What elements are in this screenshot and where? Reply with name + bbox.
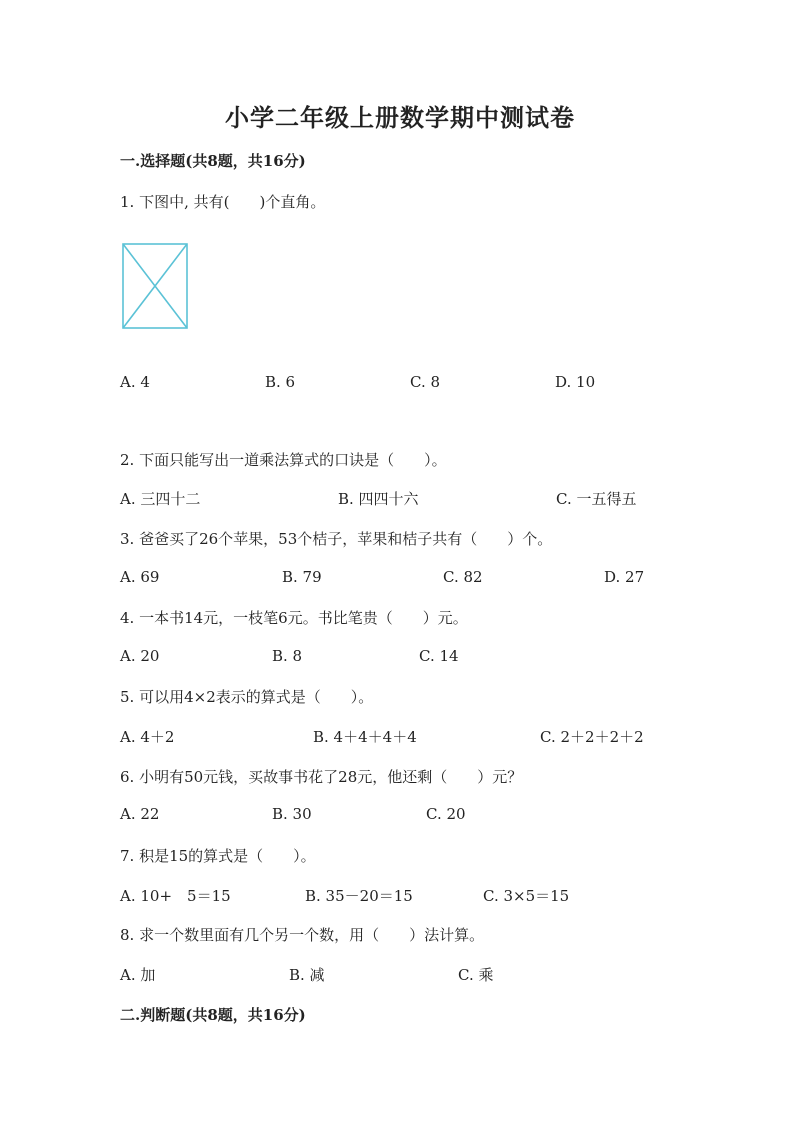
q1-option-b[interactable]: B. 6 <box>265 373 296 391</box>
q6-option-a[interactable]: A. 22 <box>120 805 160 823</box>
q8-option-b[interactable]: B. 减 <box>289 966 325 984</box>
q7-option-a[interactable]: A. 10+ 5＝15 <box>120 887 231 905</box>
q1-option-a[interactable]: A. 4 <box>120 373 150 391</box>
q7-option-c[interactable]: C. 3×5＝15 <box>483 887 570 905</box>
page-title: 小学二年级上册数学期中测试卷 <box>225 103 575 132</box>
section-title-judgment: 二.判断题(共8题，共16分) <box>120 1006 306 1024</box>
q4-option-c[interactable]: C. 14 <box>419 647 459 665</box>
question-2: 2. 下面只能写出一道乘法算式的口诀是（ ）。 <box>120 451 447 469</box>
question-5: 5. 可以用4×2表示的算式是（ ）。 <box>120 688 374 706</box>
question-6: 6. 小明有50元钱，买故事书花了28元，他还剩（ ）元？ <box>120 768 523 786</box>
q5-option-b[interactable]: B. 4＋4＋4＋4 <box>313 728 417 746</box>
q2-option-a[interactable]: A. 三四十二 <box>120 490 201 508</box>
q3-option-a[interactable]: A. 69 <box>120 568 160 586</box>
q8-option-c[interactable]: C. 乘 <box>458 966 494 984</box>
q3-option-c[interactable]: C. 82 <box>443 568 483 586</box>
question-3: 3. 爸爸买了26个苹果，53个桔子，苹果和桔子共有（ ）个。 <box>120 530 553 548</box>
q2-option-c[interactable]: C. 一五得五 <box>556 490 637 508</box>
q3-option-b[interactable]: B. 79 <box>282 568 322 586</box>
q1-option-c[interactable]: C. 8 <box>410 373 441 391</box>
question-4: 4. 一本书14元，一枝笔6元。书比笔贵（ ）元。 <box>120 609 468 627</box>
question-7: 7. 积是15的算式是（ ）。 <box>120 847 316 865</box>
q6-option-b[interactable]: B. 30 <box>272 805 312 823</box>
q5-option-c[interactable]: C. 2＋2＋2＋2 <box>540 728 644 746</box>
question-8: 8. 求一个数里面有几个另一个数，用（ ）法计算。 <box>120 926 485 944</box>
q3-option-d[interactable]: D. 27 <box>604 568 645 586</box>
q2-option-b[interactable]: B. 四四十六 <box>338 490 419 508</box>
q1-option-d[interactable]: D. 10 <box>555 373 596 391</box>
q5-option-a[interactable]: A. 4＋2 <box>120 728 175 746</box>
q6-option-c[interactable]: C. 20 <box>426 805 466 823</box>
q4-option-b[interactable]: B. 8 <box>272 647 303 665</box>
q4-option-a[interactable]: A. 20 <box>120 647 160 665</box>
q8-option-a[interactable]: A. 加 <box>120 966 156 984</box>
rectangle-with-diagonals-figure <box>122 243 188 329</box>
q7-option-b[interactable]: B. 35－20＝15 <box>305 887 413 905</box>
question-1: 1. 下图中, 共有( )个直角。 <box>120 193 326 211</box>
section-title-choice: 一.选择题(共8题，共16分) <box>120 152 306 170</box>
